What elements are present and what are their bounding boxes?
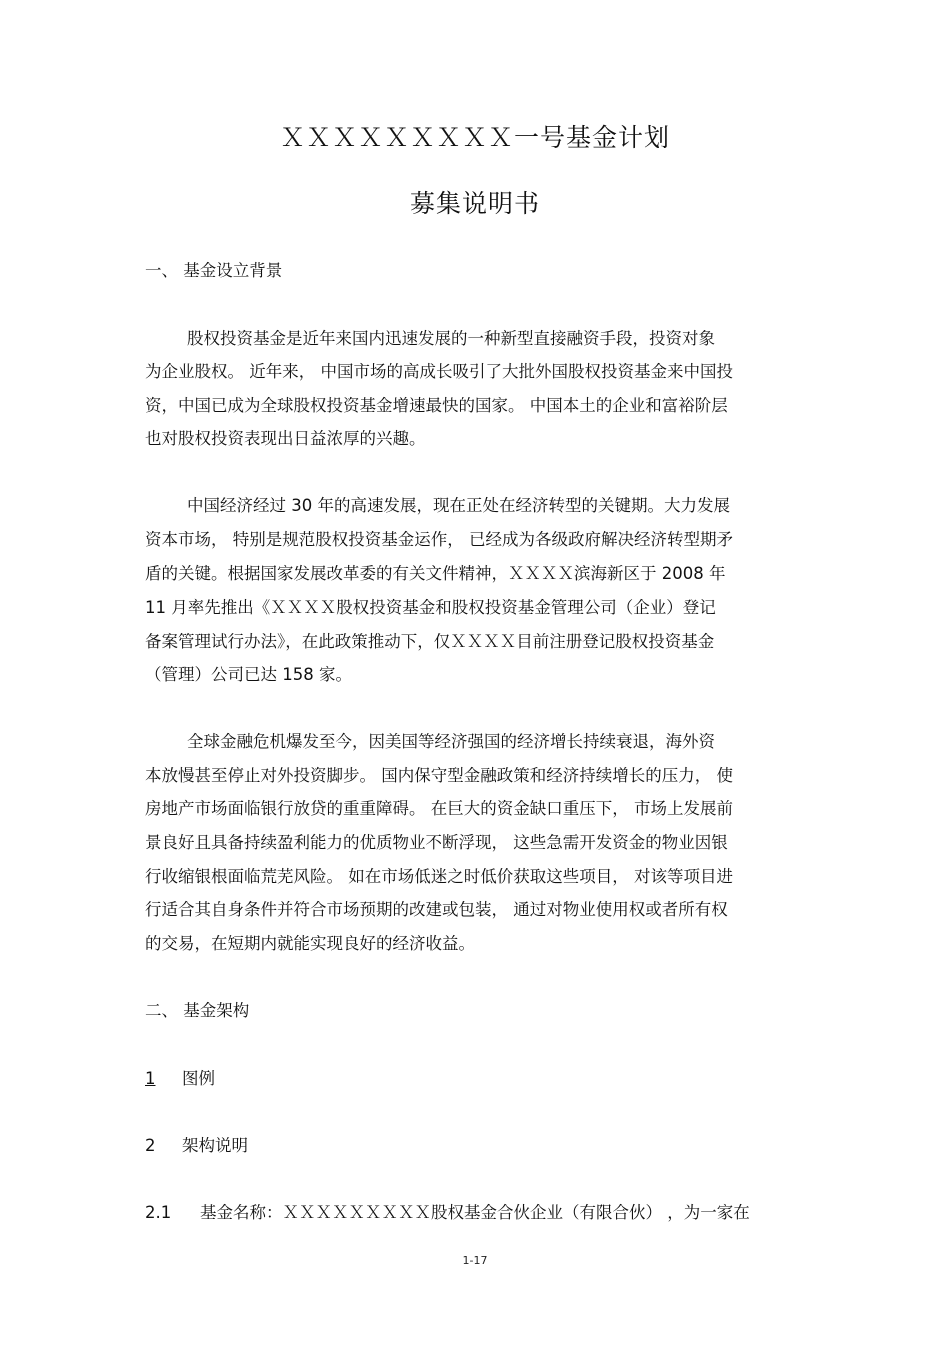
paragraph-line: 为企业股权。 近年来， 中国市场的高成长吸引了大批外国股权投资基金来中国投	[145, 362, 733, 381]
page-number: 1-17	[462, 1254, 488, 1267]
paragraph-line: 盾的关键。根据国家发展改革委的有关文件精神，ＸＸＸＸ滨海新区于 2008 年	[145, 564, 726, 583]
paragraph-line: 11 月率先推出《ＸＸＸＸ股权投资基金和股权投资基金管理公司（企业）登记	[145, 598, 716, 617]
paragraph-line: 也对股权投资表现出日益浓厚的兴趣。	[145, 429, 426, 448]
item-number-2-1: 2.1	[145, 1203, 172, 1222]
item-number-1: 1	[145, 1069, 156, 1088]
section-heading-structure: 二、 基金架构	[145, 1001, 250, 1020]
document-subtitle: 募集说明书	[409, 189, 540, 218]
document-title: ＸＸＸＸＸＸＸＸＸ一号基金计划	[279, 123, 670, 152]
item-text-fund-name: 基金名称：ＸＸＸＸＸＸＸＸＸ股权基金合伙企业（有限合伙） ，为一家在	[200, 1203, 750, 1222]
paragraph-line: 本放慢甚至停止对外投资脚步。 国内保守型金融政策和经济持续增长的压力， 使	[145, 766, 733, 785]
paragraph-line: 中国经济经过 30 年的高速发展，现在正处在经济转型的关键期。大力发展	[187, 496, 730, 515]
paragraph-line: 资，中国已成为全球股权投资基金增速最快的国家。 中国本土的企业和富裕阶层	[145, 396, 728, 415]
paragraph-line: 备案管理试行办法》，在此政策推动下，仅ＸＸＸＸ目前注册登记股权投资基金	[145, 632, 715, 651]
paragraph-line: 景良好且具备持续盈利能力的优质物业不断浮现， 这些急需开发资金的物业因银	[145, 833, 728, 852]
paragraph-line: （管理）公司已达 158 家。	[145, 665, 352, 684]
item-label-legend: 图例	[182, 1069, 215, 1088]
paragraph-line: 全球金融危机爆发至今，因美国等经济强国的经济增长持续衰退，海外资	[187, 732, 715, 751]
item-number-2: 2	[145, 1136, 156, 1155]
paragraph-line: 股权投资基金是近年来国内迅速发展的一种新型直接融资手段，投资对象	[187, 329, 715, 348]
paragraph-line: 资本市场， 特别是规范股权投资基金运作， 已经成为各级政府解决经济转型期矛	[145, 530, 733, 549]
item-label-structure: 架构说明	[182, 1136, 248, 1155]
paragraph-line: 房地产市场面临银行放贷的重重障碍。 在巨大的资金缺口重压下， 市场上发展前	[145, 799, 733, 818]
section-heading-background: 一、 基金设立背景	[145, 261, 283, 280]
paragraph-line: 行适合其自身条件并符合市场预期的改建或包装， 通过对物业使用权或者所有权	[145, 900, 728, 919]
paragraph-line: 行收缩银根面临荒芜风险。 如在市场低迷之时低价获取这些项目， 对该等项目进	[145, 867, 733, 886]
paragraph-line: 的交易，在短期内就能实现良好的经济收益。	[145, 934, 475, 953]
